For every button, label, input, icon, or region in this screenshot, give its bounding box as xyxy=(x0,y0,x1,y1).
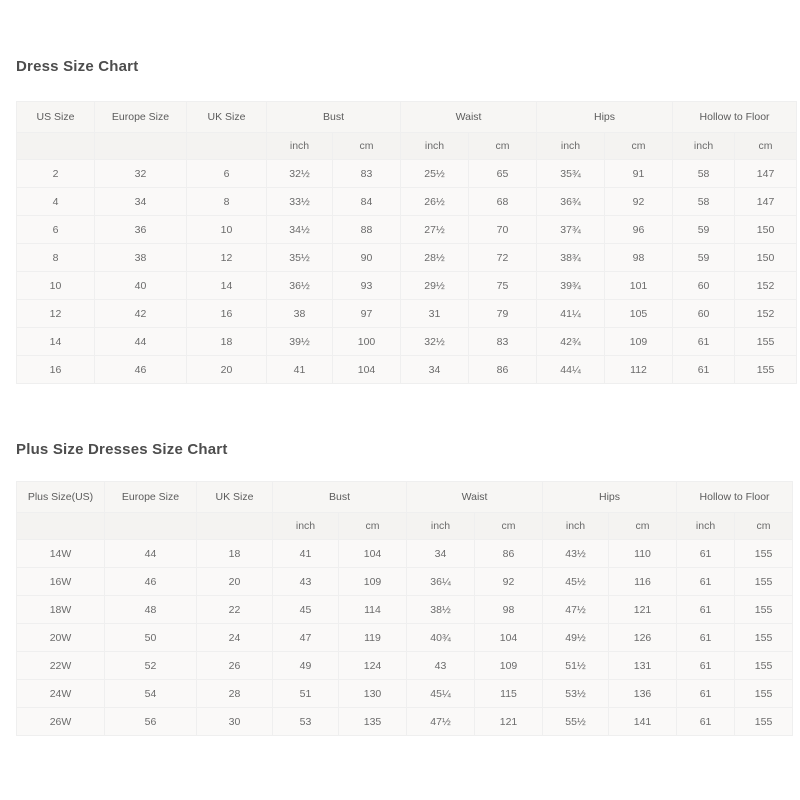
cell: 100 xyxy=(333,328,401,356)
table-row xyxy=(17,328,797,356)
cell: 43 xyxy=(407,652,475,680)
col-europe-size: Europe Size xyxy=(105,482,197,513)
cell: 70 xyxy=(469,216,537,244)
cell: 60 xyxy=(673,272,735,300)
cell: 18W xyxy=(17,596,105,624)
cell: 109 xyxy=(475,652,543,680)
cell: 45 xyxy=(273,596,339,624)
cell: 46 xyxy=(105,568,197,596)
cell: 104 xyxy=(339,540,407,568)
cell: 75 xyxy=(469,272,537,300)
table-row xyxy=(17,272,797,300)
cell: 20 xyxy=(187,356,267,384)
cell: 30 xyxy=(197,708,273,736)
table-header-row xyxy=(17,482,793,513)
col-waist: Waist xyxy=(407,482,543,513)
cell: 61 xyxy=(677,596,735,624)
cell: 59 xyxy=(673,216,735,244)
table-header-row xyxy=(17,102,797,133)
cell: 32½ xyxy=(267,160,333,188)
cell: 155 xyxy=(735,624,793,652)
cell: 61 xyxy=(677,708,735,736)
cell: 56 xyxy=(105,708,197,736)
cell: 61 xyxy=(677,540,735,568)
cell: 72 xyxy=(469,244,537,272)
cell: 33½ xyxy=(267,188,333,216)
cell: 112 xyxy=(605,356,673,384)
table-units-row xyxy=(17,133,797,160)
cell: 37¾ xyxy=(537,216,605,244)
table-row xyxy=(17,160,797,188)
cell: 24 xyxy=(197,624,273,652)
unit-bust-cm: cm xyxy=(333,133,401,160)
cell: 124 xyxy=(339,652,407,680)
unit-blank-2 xyxy=(95,133,187,160)
table-body xyxy=(17,133,797,384)
cell: 86 xyxy=(469,356,537,384)
table-row xyxy=(17,216,797,244)
cell: 6 xyxy=(187,160,267,188)
cell: 47 xyxy=(273,624,339,652)
cell: 126 xyxy=(609,624,677,652)
cell: 6 xyxy=(17,216,95,244)
cell: 49 xyxy=(273,652,339,680)
cell: 34 xyxy=(407,540,475,568)
cell: 58 xyxy=(673,188,735,216)
unit-hollow-inch: inch xyxy=(677,513,735,540)
cell: 41 xyxy=(267,356,333,384)
unit-waist-inch: inch xyxy=(407,513,475,540)
cell: 36 xyxy=(95,216,187,244)
cell: 40 xyxy=(95,272,187,300)
unit-hollow-inch: inch xyxy=(673,133,735,160)
cell: 93 xyxy=(333,272,401,300)
cell: 98 xyxy=(605,244,673,272)
cell: 34 xyxy=(401,356,469,384)
table-row xyxy=(17,188,797,216)
cell: 59 xyxy=(673,244,735,272)
cell: 135 xyxy=(339,708,407,736)
table-row xyxy=(17,624,793,652)
cell: 121 xyxy=(609,596,677,624)
cell: 155 xyxy=(735,596,793,624)
cell: 16W xyxy=(17,568,105,596)
cell: 43½ xyxy=(543,540,609,568)
cell: 152 xyxy=(735,300,797,328)
unit-blank-1 xyxy=(17,513,105,540)
col-europe-size: Europe Size xyxy=(95,102,187,133)
cell: 16 xyxy=(17,356,95,384)
cell: 27½ xyxy=(401,216,469,244)
col-us-size: US Size xyxy=(17,102,95,133)
cell: 38¾ xyxy=(537,244,605,272)
cell: 155 xyxy=(735,652,793,680)
cell: 109 xyxy=(339,568,407,596)
cell: 48 xyxy=(105,596,197,624)
cell: 45¼ xyxy=(407,680,475,708)
cell: 53 xyxy=(273,708,339,736)
cell: 45½ xyxy=(543,568,609,596)
dress-size-chart-wrapper xyxy=(16,101,784,384)
cell: 20W xyxy=(17,624,105,652)
unit-hips-cm: cm xyxy=(605,133,673,160)
unit-waist-inch: inch xyxy=(401,133,469,160)
cell: 79 xyxy=(469,300,537,328)
cell: 104 xyxy=(333,356,401,384)
cell: 61 xyxy=(677,568,735,596)
cell: 40¾ xyxy=(407,624,475,652)
unit-blank-1 xyxy=(17,133,95,160)
table-row xyxy=(17,568,793,596)
cell: 58 xyxy=(673,160,735,188)
cell: 10 xyxy=(187,216,267,244)
cell: 26 xyxy=(197,652,273,680)
unit-blank-3 xyxy=(197,513,273,540)
cell: 32½ xyxy=(401,328,469,356)
table-header xyxy=(17,482,793,513)
unit-bust-inch: inch xyxy=(267,133,333,160)
cell: 150 xyxy=(735,216,797,244)
col-hips: Hips xyxy=(543,482,677,513)
col-bust: Bust xyxy=(267,102,401,133)
cell: 52 xyxy=(105,652,197,680)
cell: 18 xyxy=(187,328,267,356)
cell: 130 xyxy=(339,680,407,708)
table-row xyxy=(17,708,793,736)
cell: 61 xyxy=(677,652,735,680)
cell: 50 xyxy=(105,624,197,652)
cell: 31 xyxy=(401,300,469,328)
unit-hips-inch: inch xyxy=(543,513,609,540)
table-row xyxy=(17,244,797,272)
cell: 114 xyxy=(339,596,407,624)
cell: 42 xyxy=(95,300,187,328)
table-row xyxy=(17,596,793,624)
table-units-row xyxy=(17,513,793,540)
cell: 44¼ xyxy=(537,356,605,384)
dress-size-chart-table xyxy=(16,101,797,384)
page-title-dress-size-chart: Dress Size Chart xyxy=(16,58,139,75)
cell: 46 xyxy=(95,356,187,384)
cell: 98 xyxy=(475,596,543,624)
cell: 101 xyxy=(605,272,673,300)
cell: 115 xyxy=(475,680,543,708)
cell: 51½ xyxy=(543,652,609,680)
unit-waist-cm: cm xyxy=(469,133,537,160)
cell: 90 xyxy=(333,244,401,272)
unit-hollow-cm: cm xyxy=(735,513,793,540)
cell: 92 xyxy=(475,568,543,596)
cell: 155 xyxy=(735,540,793,568)
cell: 36½ xyxy=(267,272,333,300)
cell: 147 xyxy=(735,160,797,188)
cell: 26W xyxy=(17,708,105,736)
cell: 61 xyxy=(673,356,735,384)
table-body xyxy=(17,513,793,736)
cell: 147 xyxy=(735,188,797,216)
cell: 155 xyxy=(735,328,797,356)
cell: 54 xyxy=(105,680,197,708)
table-row xyxy=(17,540,793,568)
cell: 97 xyxy=(333,300,401,328)
cell: 22W xyxy=(17,652,105,680)
cell: 24W xyxy=(17,680,105,708)
cell: 60 xyxy=(673,300,735,328)
cell: 53½ xyxy=(543,680,609,708)
table-row xyxy=(17,356,797,384)
unit-bust-cm: cm xyxy=(339,513,407,540)
cell: 55½ xyxy=(543,708,609,736)
cell: 36¼ xyxy=(407,568,475,596)
cell: 136 xyxy=(609,680,677,708)
col-uk-size: UK Size xyxy=(197,482,273,513)
cell: 34 xyxy=(95,188,187,216)
cell: 96 xyxy=(605,216,673,244)
col-hips: Hips xyxy=(537,102,673,133)
cell: 51 xyxy=(273,680,339,708)
cell: 12 xyxy=(187,244,267,272)
cell: 14 xyxy=(17,328,95,356)
cell: 155 xyxy=(735,568,793,596)
cell: 16 xyxy=(187,300,267,328)
cell: 8 xyxy=(187,188,267,216)
col-uk-size: UK Size xyxy=(187,102,267,133)
cell: 141 xyxy=(609,708,677,736)
cell: 65 xyxy=(469,160,537,188)
table-row xyxy=(17,652,793,680)
cell: 116 xyxy=(609,568,677,596)
cell: 61 xyxy=(673,328,735,356)
cell: 44 xyxy=(105,540,197,568)
cell: 41¼ xyxy=(537,300,605,328)
cell: 38½ xyxy=(407,596,475,624)
cell: 61 xyxy=(677,680,735,708)
plus-size-chart-wrapper xyxy=(16,481,784,736)
cell: 86 xyxy=(475,540,543,568)
table-row xyxy=(17,680,793,708)
cell: 39¾ xyxy=(537,272,605,300)
cell: 84 xyxy=(333,188,401,216)
cell: 105 xyxy=(605,300,673,328)
cell: 12 xyxy=(17,300,95,328)
cell: 119 xyxy=(339,624,407,652)
cell: 152 xyxy=(735,272,797,300)
unit-blank-3 xyxy=(187,133,267,160)
cell: 92 xyxy=(605,188,673,216)
cell: 14W xyxy=(17,540,105,568)
plus-size-chart-table xyxy=(16,481,793,736)
cell: 35½ xyxy=(267,244,333,272)
cell: 2 xyxy=(17,160,95,188)
cell: 43 xyxy=(273,568,339,596)
cell: 38 xyxy=(267,300,333,328)
table-row xyxy=(17,300,797,328)
cell: 18 xyxy=(197,540,273,568)
unit-bust-inch: inch xyxy=(273,513,339,540)
cell: 32 xyxy=(95,160,187,188)
cell: 34½ xyxy=(267,216,333,244)
cell: 8 xyxy=(17,244,95,272)
cell: 47½ xyxy=(407,708,475,736)
cell: 44 xyxy=(95,328,187,356)
col-plus-size-us: Plus Size(US) xyxy=(17,482,105,513)
unit-hollow-cm: cm xyxy=(735,133,797,160)
page-title-plus-size-chart: Plus Size Dresses Size Chart xyxy=(16,441,228,458)
cell: 14 xyxy=(187,272,267,300)
col-bust: Bust xyxy=(273,482,407,513)
cell: 61 xyxy=(677,624,735,652)
cell: 121 xyxy=(475,708,543,736)
cell: 35¾ xyxy=(537,160,605,188)
cell: 131 xyxy=(609,652,677,680)
cell: 25½ xyxy=(401,160,469,188)
col-hollow-to-floor: Hollow to Floor xyxy=(677,482,793,513)
cell: 20 xyxy=(197,568,273,596)
cell: 42¾ xyxy=(537,328,605,356)
cell: 155 xyxy=(735,680,793,708)
cell: 39½ xyxy=(267,328,333,356)
cell: 49½ xyxy=(543,624,609,652)
cell: 29½ xyxy=(401,272,469,300)
cell: 28½ xyxy=(401,244,469,272)
unit-hips-cm: cm xyxy=(609,513,677,540)
cell: 91 xyxy=(605,160,673,188)
table-header xyxy=(17,102,797,133)
cell: 36¾ xyxy=(537,188,605,216)
unit-blank-2 xyxy=(105,513,197,540)
unit-waist-cm: cm xyxy=(475,513,543,540)
cell: 22 xyxy=(197,596,273,624)
cell: 155 xyxy=(735,708,793,736)
cell: 104 xyxy=(475,624,543,652)
col-hollow-to-floor: Hollow to Floor xyxy=(673,102,797,133)
cell: 110 xyxy=(609,540,677,568)
unit-hips-inch: inch xyxy=(537,133,605,160)
cell: 68 xyxy=(469,188,537,216)
cell: 38 xyxy=(95,244,187,272)
col-waist: Waist xyxy=(401,102,537,133)
cell: 41 xyxy=(273,540,339,568)
cell: 150 xyxy=(735,244,797,272)
cell: 28 xyxy=(197,680,273,708)
cell: 4 xyxy=(17,188,95,216)
cell: 83 xyxy=(469,328,537,356)
cell: 83 xyxy=(333,160,401,188)
cell: 155 xyxy=(735,356,797,384)
cell: 109 xyxy=(605,328,673,356)
cell: 26½ xyxy=(401,188,469,216)
cell: 88 xyxy=(333,216,401,244)
cell: 10 xyxy=(17,272,95,300)
cell: 47½ xyxy=(543,596,609,624)
